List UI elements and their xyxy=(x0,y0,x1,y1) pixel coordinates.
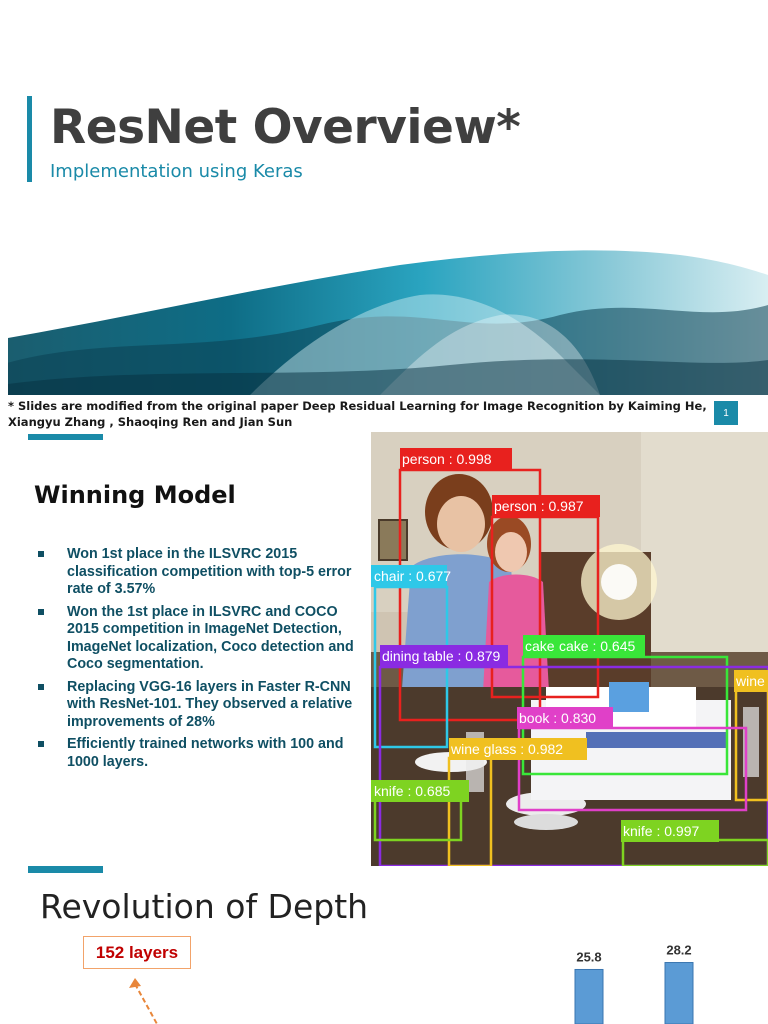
callout-arrow xyxy=(125,972,165,1024)
bar-value-label: 25.8 xyxy=(576,949,602,965)
detection-label: cake : 0.645 xyxy=(559,638,636,654)
bullet-item: Efficiently trained networks with 100 and 1000 layers. xyxy=(38,736,356,771)
footnote: * Slides are modified from the original paper Deep Residual Learning for Image Recognition by Kaiming He, Xiangyu Zhang , Shaoqing Ren and Jian Sun xyxy=(8,399,707,429)
depth-bar-chart xyxy=(540,895,768,1024)
layers-callout: 152 layers xyxy=(83,936,191,969)
bullet-item: Won 1st place in the ILSVRC 2015 classification competition with top-5 error rate of 3.57% xyxy=(38,546,356,599)
title-accent-bar xyxy=(27,96,32,182)
section-accent-bar xyxy=(28,434,103,440)
detection-label: dining table : 0.879 xyxy=(382,648,501,664)
section-title: Winning Model xyxy=(34,481,236,509)
bar-value-label: 28.2 xyxy=(666,942,692,958)
page-number-badge: 1 xyxy=(714,401,738,425)
page-title: ResNet Overview* xyxy=(50,100,521,155)
detection-label: person : 0.998 xyxy=(402,451,492,467)
page-subtitle: Implementation using Keras xyxy=(50,161,303,182)
detection-label: chair : 0.677 xyxy=(374,568,452,584)
detection-label: knife : 0.685 xyxy=(374,783,451,799)
detection-label: cake xyxy=(525,638,555,654)
section-title: Revolution of Depth xyxy=(40,887,369,926)
bar xyxy=(575,969,603,1024)
detection-label: book : 0.830 xyxy=(519,710,597,726)
object-detection-photo xyxy=(371,432,768,866)
bullet-icon xyxy=(38,741,44,747)
bullet-item: Won the 1st place in ILSVRC and COCO 2015 competition in ImageNet Detection, ImageNet localization, Coco detection and Coco segmentation. xyxy=(38,604,356,674)
bullet-list xyxy=(38,546,356,776)
detection-label: knife : 0.997 xyxy=(623,823,700,839)
bullet-icon xyxy=(38,609,44,615)
detection-label: person : 0.987 xyxy=(494,498,584,514)
bar xyxy=(665,963,693,1024)
detection-label: wine xyxy=(736,673,765,689)
bullet-icon xyxy=(38,684,44,690)
ocean-wave-banner xyxy=(0,245,768,395)
section-accent-bar xyxy=(28,866,103,873)
detection-label: wine glass : 0.982 xyxy=(451,741,564,757)
bullet-icon xyxy=(38,551,44,557)
bullet-item: Replacing VGG-16 layers in Faster R-CNN with ResNet-101. They observed a relative improvements of 28% xyxy=(38,679,356,732)
